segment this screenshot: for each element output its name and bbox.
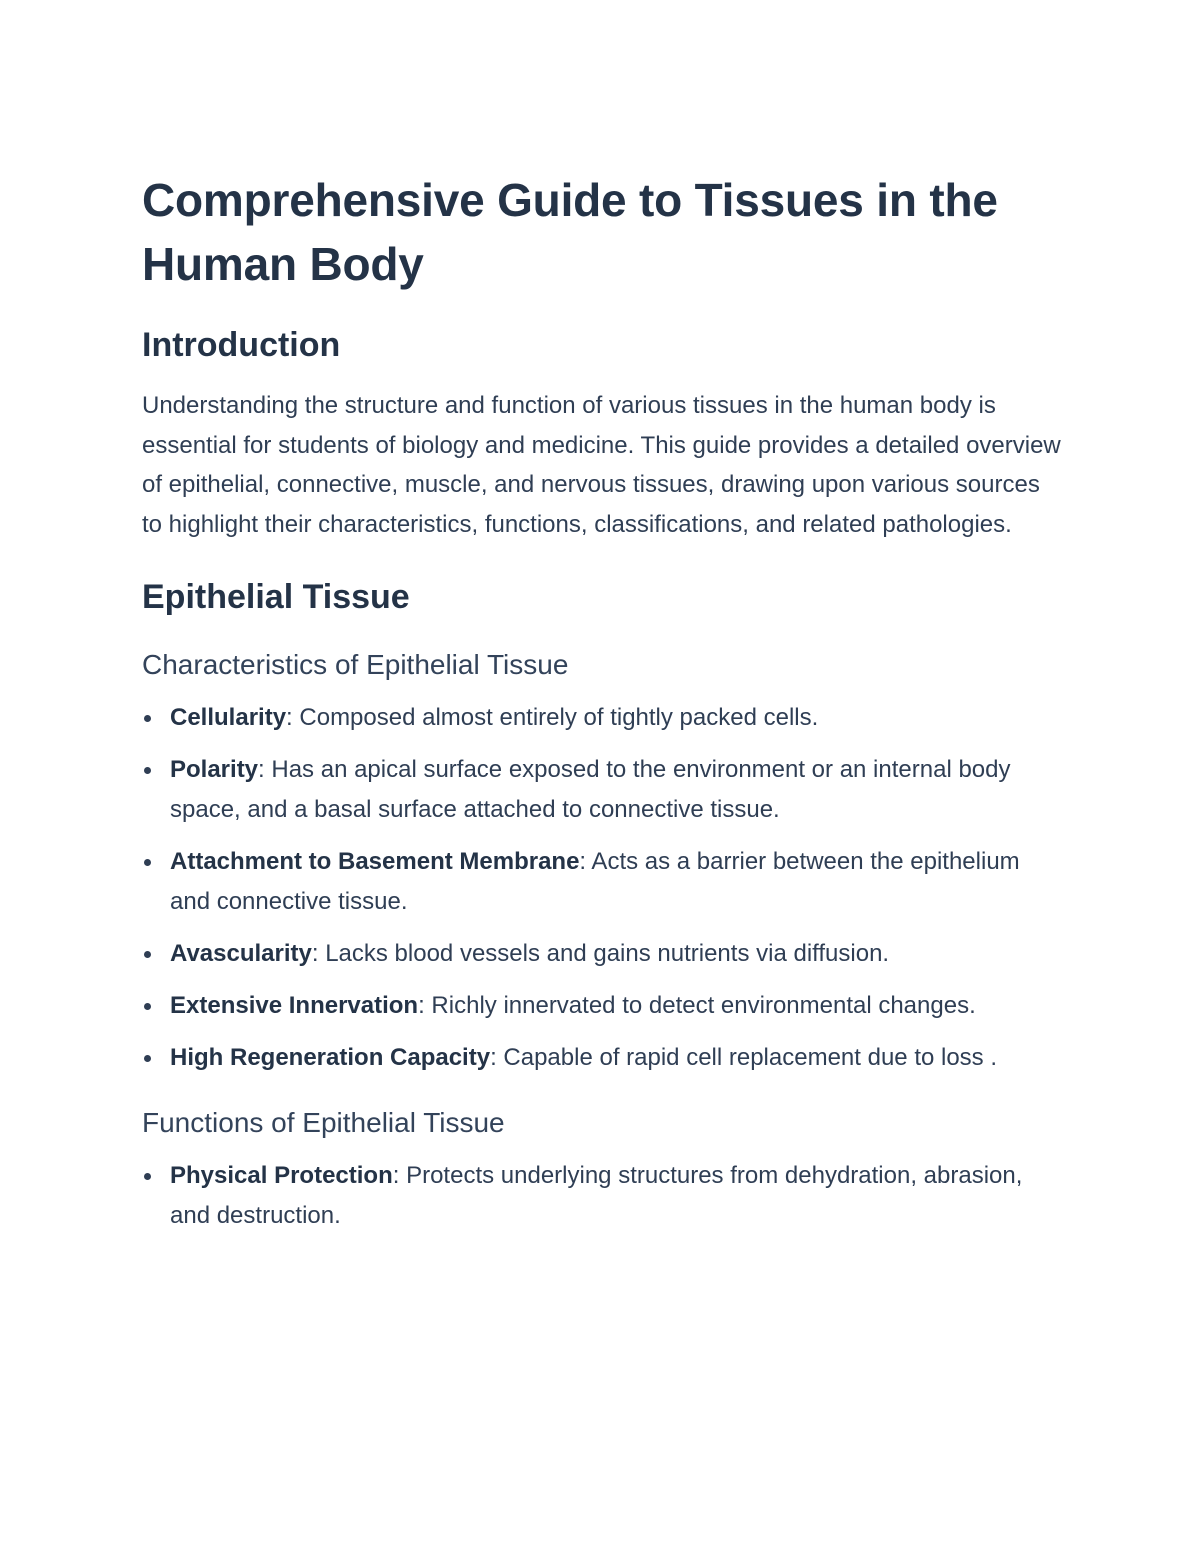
list-item-text: : Capable of rapid cell replacement due to loss . <box>490 1044 998 1071</box>
list-item-text: : Richly innervated to detect environmental changes. <box>418 992 976 1019</box>
list-item-term: Physical Protection <box>170 1162 393 1189</box>
characteristics-heading: Characteristics of Epithelial Tissue <box>142 649 569 680</box>
list-item <box>142 750 1062 830</box>
list-item-text: : Protects underlying structures from dehydration, abrasion, and destruction. <box>170 1162 1023 1229</box>
list-item <box>142 698 1062 738</box>
introduction-paragraph: Understanding the structure and function of various tissues in the human body is essential for students of biology and medicine. This guide provides a detailed overview of epithelial, connective, muscle, and nervous tissues, drawing upon various sources to highlight their characteristics, functions, classifications, and related pathologies. <box>142 392 1061 538</box>
bullet-icon <box>144 1003 151 1010</box>
characteristics-list <box>142 698 1062 1078</box>
list-item <box>142 1038 1062 1078</box>
functions-heading: Functions of Epithelial Tissue <box>142 1107 505 1138</box>
bullet-icon <box>144 1055 151 1062</box>
list-item <box>142 934 1062 974</box>
list-item <box>142 842 1062 922</box>
bullet-icon <box>144 767 151 774</box>
list-item-text: : Acts as a barrier between the epithelium and connective tissue. <box>170 848 1020 915</box>
bullet-icon <box>144 859 151 866</box>
bullet-icon <box>144 715 151 722</box>
introduction-heading: Introduction <box>142 326 341 364</box>
bullet-icon <box>144 951 151 958</box>
document-title: Comprehensive Guide to Tissues in the Human Body <box>142 174 998 290</box>
list-item <box>142 986 1062 1026</box>
list-item-term: Cellularity <box>170 704 287 731</box>
list-item-text: : Lacks blood vessels and gains nutrients via diffusion. <box>311 940 890 967</box>
list-item-term: Extensive Innervation <box>170 992 419 1019</box>
list-item-term: High Regeneration Capacity <box>170 1044 491 1071</box>
list-item-term: Polarity <box>170 756 259 783</box>
bullet-icon <box>144 1173 151 1180</box>
document-page <box>142 168 1062 1248</box>
epithelial-heading: Epithelial Tissue <box>142 578 410 616</box>
list-item-text: : Composed almost entirely of tightly packed cells. <box>286 704 819 731</box>
list-item-term: Attachment to Basement Membrane <box>170 848 580 875</box>
list-item-term: Avascularity <box>170 940 312 967</box>
list-item-text: : Has an apical surface exposed to the environment or an internal body space, and a basal surface attached to connective tissue. <box>170 756 1011 823</box>
list-item <box>142 1156 1062 1236</box>
functions-list <box>142 1156 1062 1236</box>
